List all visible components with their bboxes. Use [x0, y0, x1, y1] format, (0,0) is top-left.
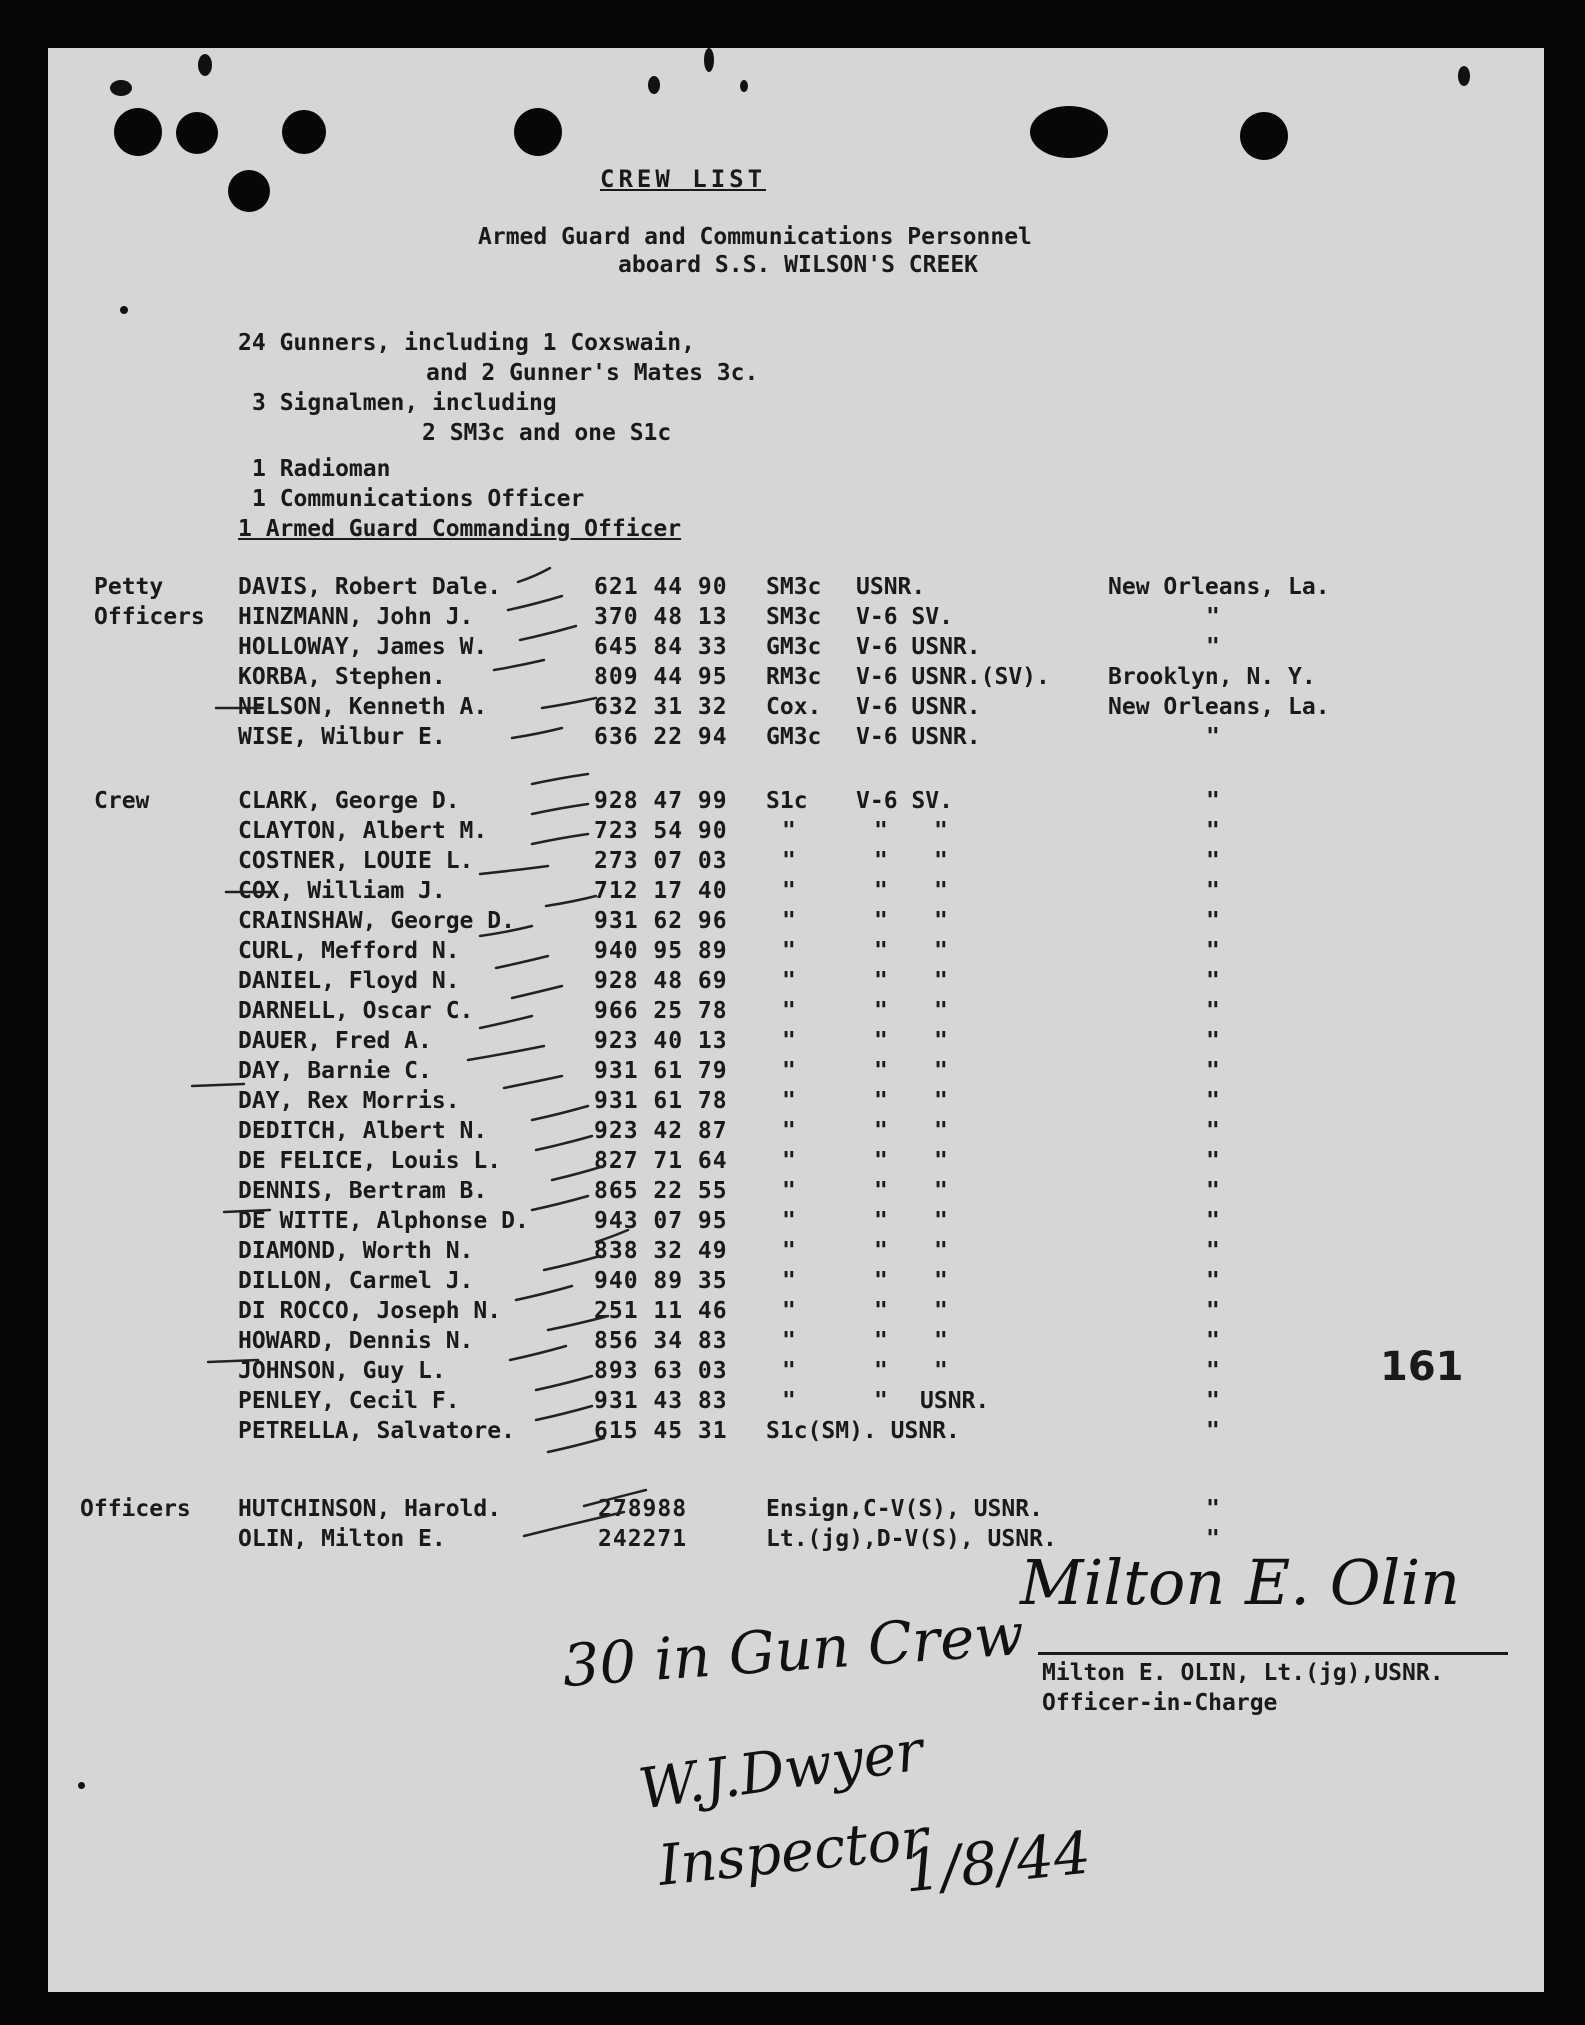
- classification: V-6 USNR.(SV).: [856, 664, 1050, 690]
- crew-name: CLARK, George D.: [238, 788, 460, 814]
- rate: SM3c: [766, 574, 822, 600]
- ship-name: aboard S.S. WILSON'S CREEK: [618, 252, 979, 278]
- document-title: CREW LIST: [600, 165, 767, 193]
- crew-name: DE WITTE, Alphonse D.: [238, 1208, 529, 1234]
- service-number: 645 84 33: [594, 634, 728, 660]
- home-town: Brooklyn, N. Y.: [1108, 664, 1316, 690]
- ditto-mark: ": [934, 1208, 948, 1234]
- ditto-mark: ": [1206, 1238, 1220, 1264]
- ditto-mark: ": [782, 878, 796, 904]
- signer-name: Milton E. OLIN, Lt.(jg),USNR.: [1042, 1660, 1444, 1686]
- ditto-mark: ": [934, 1358, 948, 1384]
- home-town: ": [1206, 604, 1220, 630]
- petty-officer-name: HOLLOWAY, James W.: [238, 634, 488, 660]
- home-town: ": [1206, 724, 1220, 750]
- ditto-mark: ": [934, 968, 948, 994]
- officer-name: HUTCHINSON, Harold.: [238, 1496, 502, 1522]
- pen-check-marks: [48, 48, 1544, 1992]
- rate: SM3c: [766, 604, 822, 630]
- service-number: 931 61 79: [594, 1058, 728, 1084]
- ditto-mark: ": [1206, 878, 1220, 904]
- service-number: 827 71 64: [594, 1148, 728, 1174]
- classification: USNR.: [920, 1388, 990, 1414]
- service-number: 615 45 31: [594, 1418, 728, 1444]
- crew-name: CLAYTON, Albert M.: [238, 818, 488, 844]
- ditto-mark: ": [1206, 1178, 1220, 1204]
- ditto-mark: ": [934, 1268, 948, 1294]
- home-town: New Orleans, La.: [1108, 574, 1330, 600]
- ditto-mark: ": [1206, 1058, 1220, 1084]
- page-number: 161: [1380, 1344, 1464, 1390]
- petty-officer-name: WISE, Wilbur E.: [238, 724, 446, 750]
- service-number: 931 62 96: [594, 908, 728, 934]
- ditto-mark: ": [1206, 998, 1220, 1024]
- ditto-mark: ": [1206, 1418, 1220, 1444]
- ditto-mark: ": [1206, 1388, 1220, 1414]
- summary-line: and 2 Gunner's Mates 3c.: [426, 360, 759, 386]
- ditto-mark: ": [1206, 848, 1220, 874]
- summary-line: 1 Armed Guard Commanding Officer: [238, 516, 682, 542]
- petty-officer-name: NELSON, Kenneth A.: [238, 694, 488, 720]
- signer-title: Officer-in-Charge: [1042, 1690, 1278, 1716]
- ditto-mark: ": [1206, 1118, 1220, 1144]
- service-number: 940 89 35: [594, 1268, 728, 1294]
- summary-line: 24 Gunners, including 1 Coxswain,: [238, 330, 695, 356]
- crew-name: DE FELICE, Louis L.: [238, 1148, 502, 1174]
- ditto-mark: ": [934, 1298, 948, 1324]
- ditto-mark: ": [782, 1208, 796, 1234]
- document-page: [48, 48, 1544, 1992]
- ditto-mark: ": [934, 1058, 948, 1084]
- inspector-date: 1/8/44: [900, 1818, 1094, 1906]
- classification: V-6 USNR.: [856, 724, 981, 750]
- ditto-mark: ": [782, 998, 796, 1024]
- service-number: 943 07 95: [594, 1208, 728, 1234]
- service-number: 931 61 78: [594, 1088, 728, 1114]
- ditto-mark: ": [782, 848, 796, 874]
- crew-name: DAUER, Fred A.: [238, 1028, 432, 1054]
- crew-name: CURL, Mefford N.: [238, 938, 460, 964]
- ditto-mark: ": [782, 1178, 796, 1204]
- ditto-mark: ": [934, 1178, 948, 1204]
- crew-name: HOWARD, Dennis N.: [238, 1328, 474, 1354]
- ditto-mark: ": [782, 1298, 796, 1324]
- ditto-mark: ": [874, 1388, 888, 1414]
- ditto-mark: ": [1206, 968, 1220, 994]
- crew-name: PETRELLA, Salvatore.: [238, 1418, 515, 1444]
- classification: V-6 SV.: [856, 604, 953, 630]
- ditto-mark: ": [874, 968, 888, 994]
- service-number: 966 25 78: [594, 998, 728, 1024]
- ditto-mark: ": [934, 1238, 948, 1264]
- service-number: 923 42 87: [594, 1118, 728, 1144]
- service-number: 278988: [598, 1496, 688, 1522]
- ditto-mark: ": [934, 1028, 948, 1054]
- inspector-title: Inspector: [655, 1806, 931, 1899]
- ditto-mark: ": [1206, 908, 1220, 934]
- ditto-mark: ": [1206, 938, 1220, 964]
- ditto-mark: ": [874, 1028, 888, 1054]
- handwritten-note: 30 in Gun Crew: [560, 1599, 1026, 1701]
- classification: USNR.: [856, 574, 926, 600]
- home-town: New Orleans, La.: [1108, 694, 1330, 720]
- service-number: 928 48 69: [594, 968, 728, 994]
- ditto-mark: ": [782, 938, 796, 964]
- ditto-mark: ": [874, 1088, 888, 1114]
- crew-name: DIAMOND, Worth N.: [238, 1238, 474, 1264]
- section-label: Officers: [94, 604, 205, 630]
- ditto-mark: ": [934, 938, 948, 964]
- crew-name: DARNELL, Oscar C.: [238, 998, 474, 1024]
- ditto-mark: ": [782, 1328, 796, 1354]
- rate: RM3c: [766, 664, 822, 690]
- ditto-mark: ": [934, 1118, 948, 1144]
- ditto-mark: ": [782, 818, 796, 844]
- ditto-mark: ": [782, 1268, 796, 1294]
- ditto-mark: ": [1206, 1148, 1220, 1174]
- ditto-mark: ": [1206, 1496, 1220, 1522]
- service-number: 242271: [598, 1526, 688, 1552]
- summary-line: 1 Communications Officer: [252, 486, 585, 512]
- ditto-mark: ": [782, 1388, 796, 1414]
- crew-name: DANIEL, Floyd N.: [238, 968, 460, 994]
- service-number: 893 63 03: [594, 1358, 728, 1384]
- ditto-mark: ": [1206, 1028, 1220, 1054]
- ditto-mark: ": [1206, 1298, 1220, 1324]
- section-label: Petty: [94, 574, 164, 600]
- ditto-mark: ": [1206, 1526, 1220, 1552]
- service-number: 636 22 94: [594, 724, 728, 750]
- crew-name: DI ROCCO, Joseph N.: [238, 1298, 502, 1324]
- classification: V-6 SV.: [856, 788, 953, 814]
- signature: Milton E. Olin: [1020, 1546, 1461, 1619]
- ditto-mark: ": [782, 1058, 796, 1084]
- petty-officer-name: DAVIS, Robert Dale.: [238, 574, 502, 600]
- service-number: 931 43 83: [594, 1388, 728, 1414]
- inspector-signature: W.J.Dwyer: [634, 1718, 927, 1823]
- service-number: 940 95 89: [594, 938, 728, 964]
- summary-line: 1 Radioman: [252, 456, 391, 482]
- officer-name: OLIN, Milton E.: [238, 1526, 446, 1552]
- rate-classification: S1c(SM). USNR.: [766, 1418, 960, 1444]
- crew-name: COSTNER, LOUIE L.: [238, 848, 474, 874]
- ditto-mark: ": [934, 1088, 948, 1114]
- ditto-mark: ": [934, 908, 948, 934]
- service-number: 273 07 03: [594, 848, 728, 874]
- service-number: 928 47 99: [594, 788, 728, 814]
- crew-name: COX, William J.: [238, 878, 446, 904]
- crew-name: JOHNSON, Guy L.: [238, 1358, 446, 1384]
- ditto-mark: ": [874, 1268, 888, 1294]
- ditto-mark: ": [874, 908, 888, 934]
- summary-line: 2 SM3c and one S1c: [422, 420, 672, 446]
- ditto-mark: ": [782, 1088, 796, 1114]
- service-number: 621 44 90: [594, 574, 728, 600]
- rate: GM3c: [766, 724, 822, 750]
- ditto-mark: ": [782, 968, 796, 994]
- crew-name: DAY, Barnie C.: [238, 1058, 432, 1084]
- crew-name: DENNIS, Bertram B.: [238, 1178, 488, 1204]
- ditto-mark: ": [874, 1238, 888, 1264]
- ditto-mark: ": [782, 1148, 796, 1174]
- service-number: 370 48 13: [594, 604, 728, 630]
- ditto-mark: ": [782, 1238, 796, 1264]
- ditto-mark: ": [934, 848, 948, 874]
- ditto-mark: ": [934, 1148, 948, 1174]
- ditto-mark: ": [874, 1118, 888, 1144]
- ditto-mark: ": [874, 938, 888, 964]
- ditto-mark: ": [934, 1328, 948, 1354]
- ditto-mark: ": [782, 1028, 796, 1054]
- ditto-mark: ": [874, 848, 888, 874]
- service-number: 251 11 46: [594, 1298, 728, 1324]
- home-town: ": [1206, 634, 1220, 660]
- crew-name: DEDITCH, Albert N.: [238, 1118, 488, 1144]
- ditto-mark: ": [1206, 1328, 1220, 1354]
- ditto-mark: ": [874, 1178, 888, 1204]
- document-subtitle: Armed Guard and Communications Personnel: [478, 224, 1032, 250]
- ditto-mark: ": [1206, 818, 1220, 844]
- crew-name: DAY, Rex Morris.: [238, 1088, 460, 1114]
- service-number: 923 40 13: [594, 1028, 728, 1054]
- petty-officer-name: HINZMANN, John J.: [238, 604, 474, 630]
- service-number: 838 32 49: [594, 1238, 728, 1264]
- crew-name: CRAINSHAW, George D.: [238, 908, 515, 934]
- ditto-mark: ": [874, 1208, 888, 1234]
- service-number: 856 34 83: [594, 1328, 728, 1354]
- rank: Ensign,C-V(S), USNR.: [766, 1496, 1043, 1522]
- ditto-mark: ": [934, 878, 948, 904]
- section-label: Officers: [80, 1496, 191, 1522]
- ditto-mark: ": [1206, 1088, 1220, 1114]
- section-label: Crew: [94, 788, 150, 814]
- service-number: 723 54 90: [594, 818, 728, 844]
- summary-line: 3 Signalmen, including: [252, 390, 557, 416]
- ditto-mark: ": [1206, 788, 1220, 814]
- rate: GM3c: [766, 634, 822, 660]
- crew-name: DILLON, Carmel J.: [238, 1268, 474, 1294]
- ditto-mark: ": [934, 998, 948, 1024]
- ditto-mark: ": [874, 1148, 888, 1174]
- service-number: 809 44 95: [594, 664, 728, 690]
- service-number: 712 17 40: [594, 878, 728, 904]
- ditto-mark: ": [782, 908, 796, 934]
- ditto-mark: ": [874, 1058, 888, 1084]
- ditto-mark: ": [782, 1358, 796, 1384]
- ditto-mark: ": [874, 878, 888, 904]
- ditto-mark: ": [1206, 1268, 1220, 1294]
- service-number: 632 31 32: [594, 694, 728, 720]
- ditto-mark: ": [874, 1298, 888, 1324]
- ditto-mark: ": [1206, 1208, 1220, 1234]
- classification: V-6 USNR.: [856, 694, 981, 720]
- ditto-mark: ": [934, 818, 948, 844]
- ditto-mark: ": [874, 998, 888, 1024]
- rank: Lt.(jg),D-V(S), USNR.: [766, 1526, 1057, 1552]
- ditto-mark: ": [1206, 1358, 1220, 1384]
- classification: V-6 USNR.: [856, 634, 981, 660]
- ditto-mark: ": [874, 1328, 888, 1354]
- service-number: 865 22 55: [594, 1178, 728, 1204]
- ditto-mark: ": [782, 1118, 796, 1144]
- petty-officer-name: KORBA, Stephen.: [238, 664, 446, 690]
- ditto-mark: ": [874, 1358, 888, 1384]
- crew-name: PENLEY, Cecil F.: [238, 1388, 460, 1414]
- rate: S1c: [766, 788, 808, 814]
- rate: Cox.: [766, 694, 822, 720]
- ditto-mark: ": [874, 818, 888, 844]
